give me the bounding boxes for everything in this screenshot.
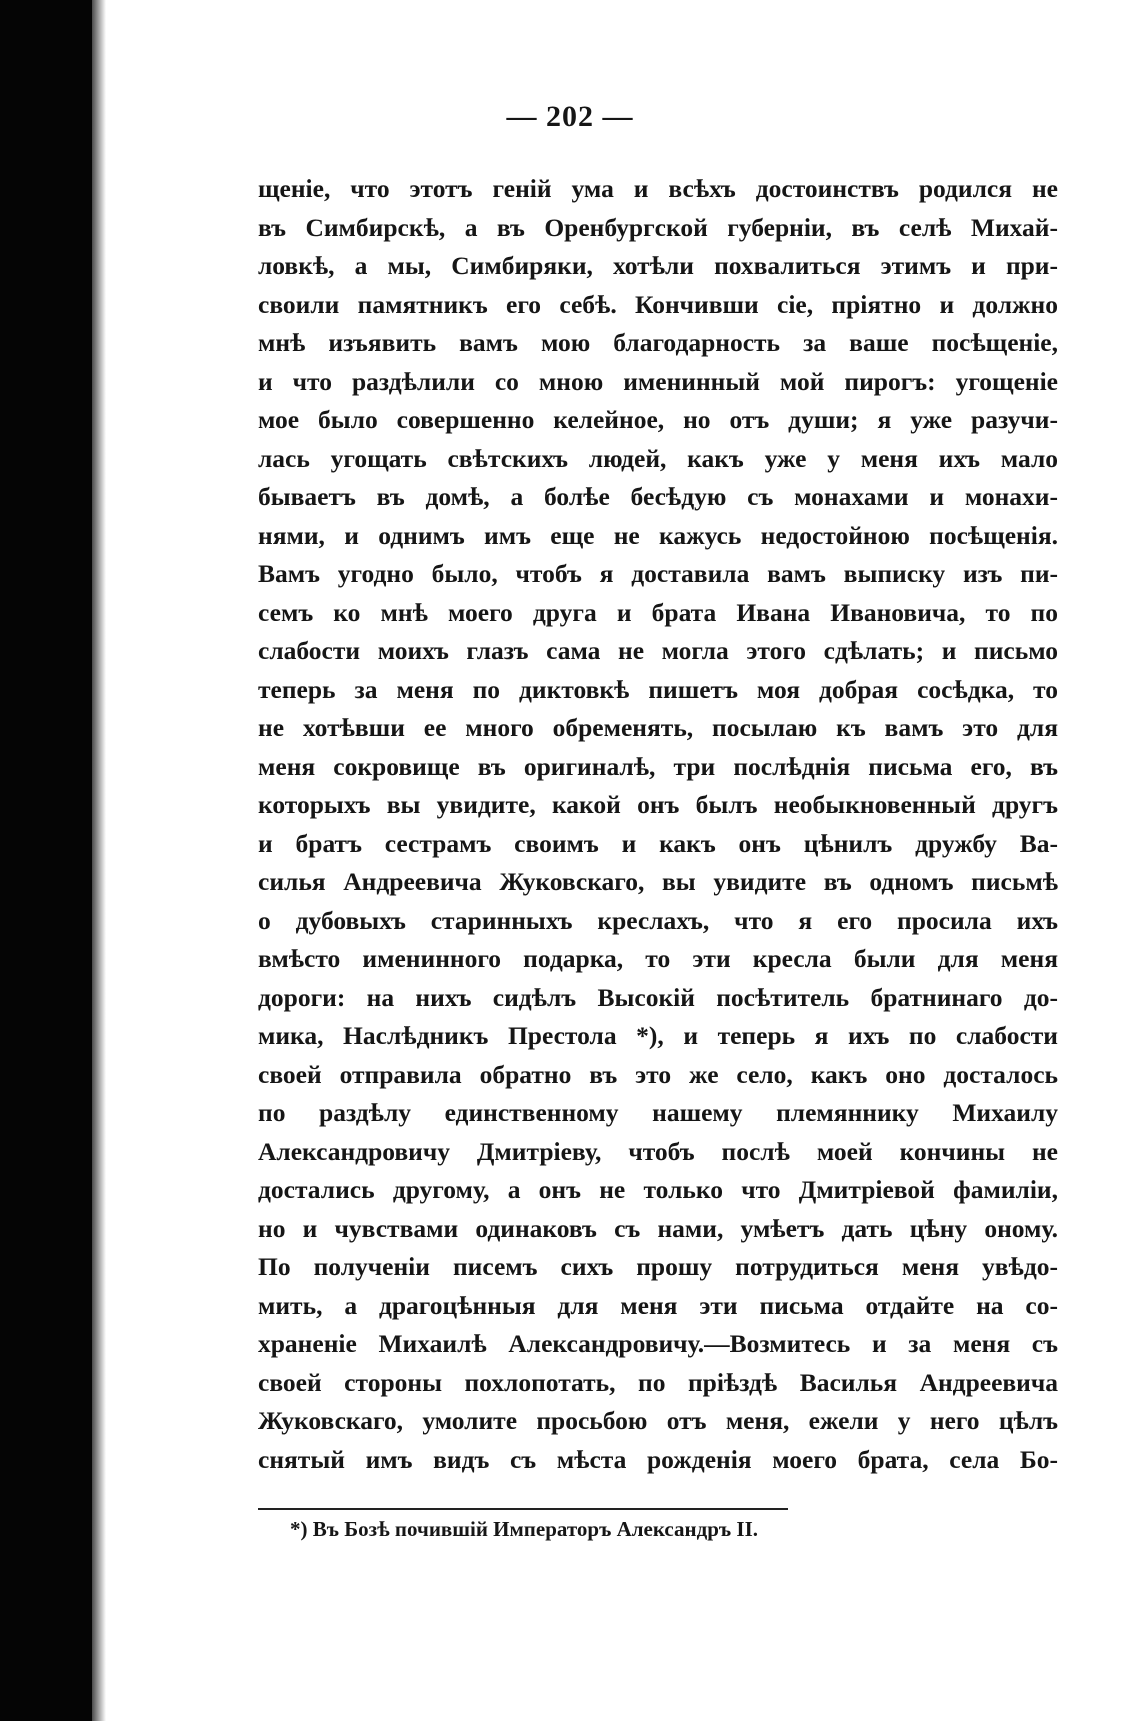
text-line: по раздѣлу единственному нашему племяннику Михаилу	[258, 1098, 1058, 1127]
scan-edge-shadow	[92, 0, 106, 1721]
footnote: *) Въ Бозѣ почившій Императоръ Александръ II.	[290, 1517, 758, 1541]
text-line: нями, и однимъ имъ еще не кажусь недостойною посѣщенія.	[258, 520, 1058, 550]
text-line: достались другому, а онъ не только что Дмитріевой фамиліи,	[258, 1175, 1058, 1204]
text-line: Вамъ угодно было, чтобъ я доставила вамъ выписку изъ пи-	[258, 559, 1058, 588]
text-line: ловкѣ, а мы, Симбиряки, хотѣли похвалиться этимъ и при-	[258, 251, 1058, 280]
page-number: — 202 —	[506, 100, 634, 133]
text-line: По полученіи писемъ сихъ прошу потрудиться меня увѣдо-	[258, 1252, 1058, 1281]
text-line: мика, Наслѣдникъ Престола *), и теперь я ихъ по слабости	[258, 1021, 1058, 1050]
text-line: въ Симбирскѣ, а въ Оренбургской губерніи, въ селѣ Михай-	[258, 212, 1058, 242]
text-line: теперь за меня по диктовкѣ пишетъ моя добрая сосѣдка, то	[258, 674, 1058, 704]
text-line: дороги: на нихъ сидѣлъ Высокій посѣтитель братнинаго до-	[258, 982, 1058, 1012]
text-line: лась угощать свѣтскихъ людей, какъ уже у меня ихъ мало	[258, 443, 1058, 473]
scan-dark-edge	[0, 0, 92, 1721]
text-line: своей стороны похлопотать, по пріѣздѣ Василья Андреевича	[258, 1367, 1058, 1397]
text-line: семъ ко мнѣ моего друга и брата Ивана Ивановича, то по	[258, 597, 1058, 627]
text-line: слабости моихъ глазъ сама не могла этого сдѣлать; и письмо	[258, 636, 1058, 665]
text-line: мое было совершенно келейное, но отъ души; я уже разучи-	[258, 405, 1058, 434]
text-line: мить, а драгоцѣнныя для меня эти письма отдайте на со-	[258, 1290, 1058, 1320]
text-line: Жуковскаго, умолите просьбою отъ меня, ежели у него цѣлъ	[258, 1406, 1058, 1435]
text-line: мнѣ изъявить вамъ мою благодарность за ваше посѣщеніе,	[258, 328, 1058, 357]
text-line: своей отправила обратно въ это же село, какъ оно досталось	[258, 1059, 1058, 1089]
text-line: щеніе, что этотъ геній ума и всѣхъ достоинствъ родился не	[258, 174, 1058, 203]
text-line: о дубовыхъ старинныхъ креслахъ, что я его просила ихъ	[258, 905, 1058, 935]
text-line: и братъ сестрамъ своимъ и какъ онъ цѣнилъ дружбу Ва-	[258, 828, 1058, 858]
text-line: снятый имъ видъ съ мѣста рожденія моего брата, села Бо-	[258, 1444, 1058, 1474]
text-line: не хотѣвши ее много обременять, посылаю къ вамъ это для	[258, 713, 1058, 742]
body-text	[258, 170, 1058, 1479]
text-line: бываетъ въ домѣ, а болѣе бесѣдую съ монахами и монахи-	[258, 482, 1058, 511]
text-line: Александровичу Дмитріеву, чтобъ послѣ моей кончины не	[258, 1136, 1058, 1166]
text-line: которыхъ вы увидите, какой онъ былъ необыкновенный другъ	[258, 790, 1058, 819]
text-line: храненіе Михаилѣ Александровичу.—Возмитесь и за меня съ	[258, 1329, 1058, 1358]
footnote-divider	[258, 1508, 788, 1510]
text-line: но и чувствами одинаковъ съ нами, умѣетъ дать цѣну оному.	[258, 1213, 1058, 1243]
text-line: и что раздѣлили со мною именинный мой пирогъ: угощеніе	[258, 366, 1058, 396]
text-line: вмѣсто именинного подарка, то эти кресла были для меня	[258, 944, 1058, 973]
text-line: меня сокровище въ оригиналѣ, три послѣднія письма его, въ	[258, 751, 1058, 781]
text-line: своили памятникъ его себѣ. Кончивши сіе, пріятно и должно	[258, 289, 1058, 319]
text-line: силья Андреевича Жуковскаго, вы увидите въ одномъ письмѣ	[258, 867, 1058, 896]
